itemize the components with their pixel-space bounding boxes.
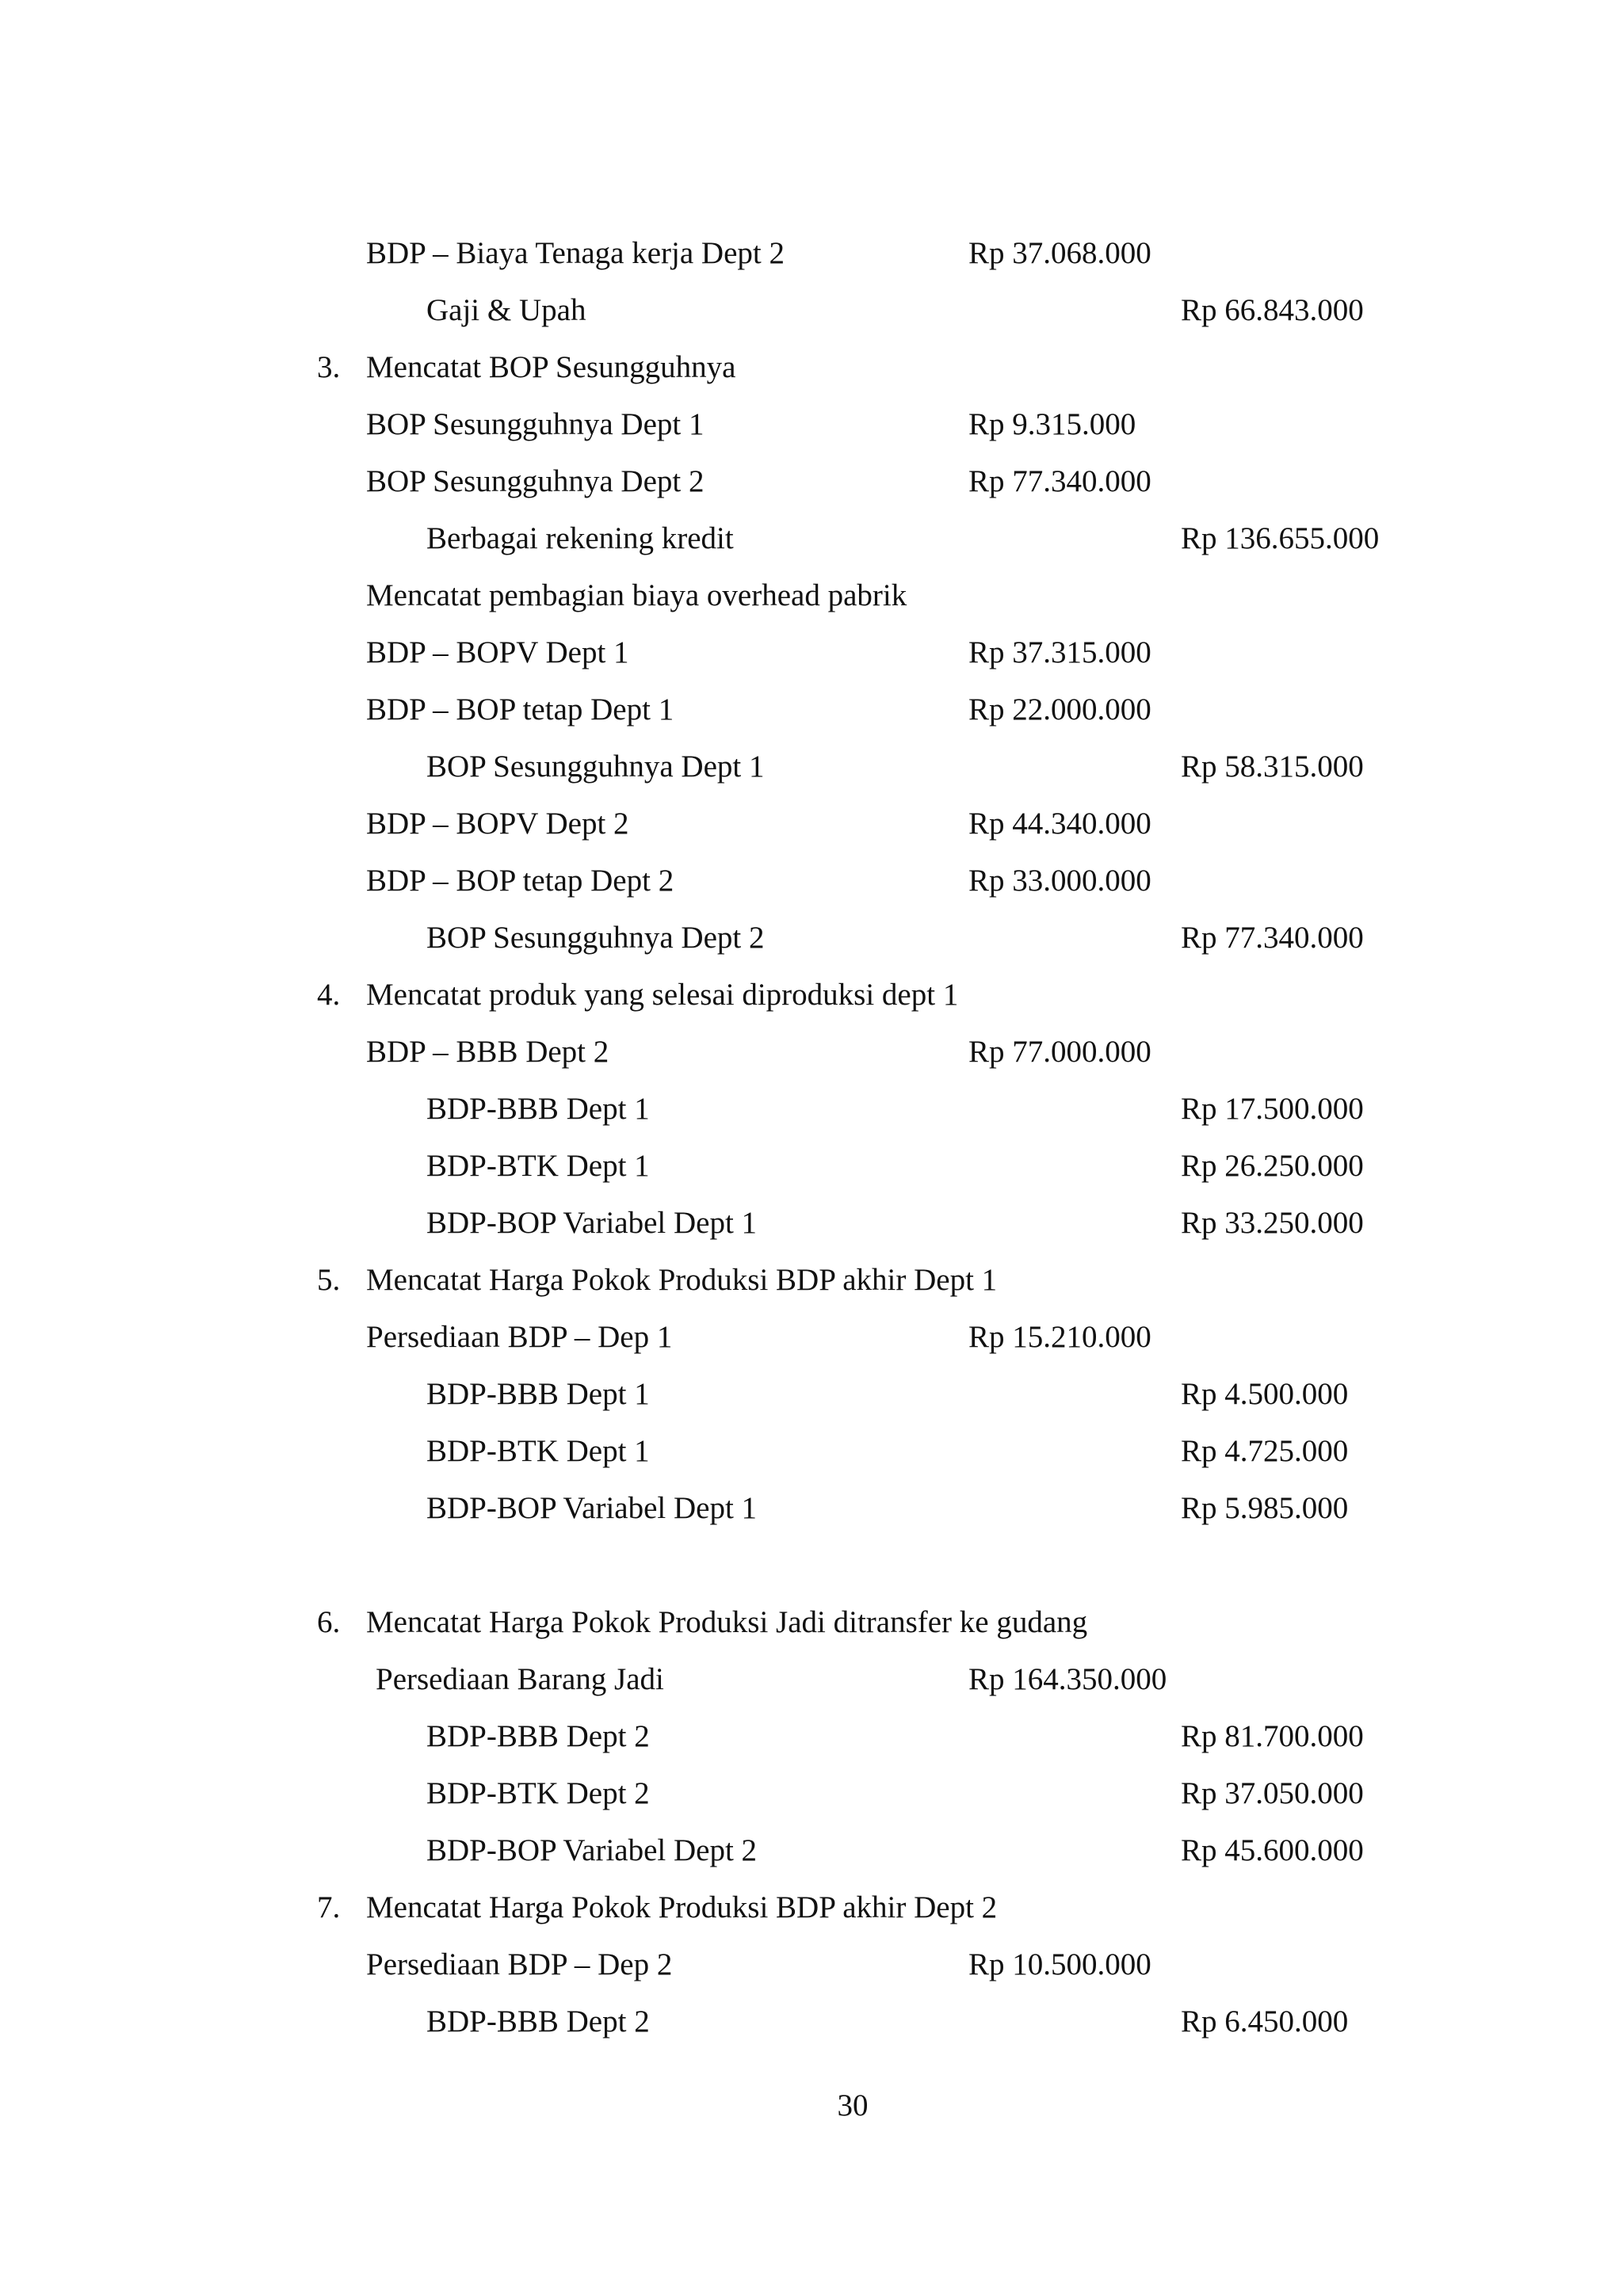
account-name: BDP – BOP tetap Dept 1 [366,692,674,727]
credit-amount: Rp 136.655.000 [1181,521,1380,555]
journal-row [0,1195,1623,1252]
account-name: BDP-BTK Dept 1 [426,1149,650,1183]
journal-row [0,1936,1623,1993]
account-name: BDP-BTK Dept 2 [426,1776,650,1810]
debit-amount: Rp 15.210.000 [968,1320,1151,1354]
credit-amount: Rp 17.500.000 [1181,1092,1364,1126]
account-name: Persediaan BDP – Dep 1 [366,1320,673,1354]
journal-row [0,1708,1623,1765]
entry-description: Mencatat Harga Pokok Produksi BDP akhir Dept 1 [366,1263,998,1297]
credit-amount: Rp 45.600.000 [1181,1833,1364,1867]
item-number: 3. [317,350,341,384]
credit-amount: Rp 6.450.000 [1181,2004,1349,2039]
account-name: Persediaan Barang Jadi [376,1662,664,1696]
account-name: Persediaan BDP – Dep 2 [366,1947,673,1981]
account-name: BDP-BBB Dept 2 [426,2004,650,2039]
journal-row [0,1081,1623,1138]
journal-row [0,795,1623,852]
credit-amount: Rp 58.315.000 [1181,749,1364,784]
account-name: BOP Sesungguhnya Dept 2 [426,921,765,955]
account-name: BDP-BTK Dept 1 [426,1434,650,1468]
account-name: BDP – BOPV Dept 1 [366,635,629,669]
journal-heading-row [0,567,1623,624]
debit-amount: Rp 22.000.000 [968,692,1151,727]
journal-row [0,1366,1623,1423]
journal-heading-row [0,1879,1623,1936]
account-name: BDP-BOP Variabel Dept 1 [426,1491,758,1525]
account-name: BDP-BOP Variabel Dept 2 [426,1833,758,1867]
journal-heading-row [0,1594,1623,1651]
account-name: BOP Sesungguhnya Dept 1 [426,749,765,784]
journal-row [0,1480,1623,1537]
journal-row [0,510,1623,567]
entry-description: Mencatat Harga Pokok Produksi Jadi ditransfer ke gudang [366,1605,1088,1639]
entry-description: Mencatat produk yang selesai diproduksi dept 1 [366,978,959,1012]
account-name: Berbagai rekening kredit [426,521,734,555]
journal-heading-row [0,1252,1623,1309]
journal-row [0,1651,1623,1708]
item-number: 4. [317,978,341,1012]
debit-amount: Rp 164.350.000 [968,1662,1167,1696]
page-number: 30 [837,2088,869,2122]
journal-row [0,1309,1623,1366]
entry-description: Mencatat BOP Sesungguhnya [366,350,736,384]
credit-amount: Rp 77.340.000 [1181,921,1364,955]
journal-row [0,738,1623,795]
debit-amount: Rp 33.000.000 [968,864,1151,898]
journal-row [0,1993,1623,2050]
journal-row [0,396,1623,453]
credit-amount: Rp 4.725.000 [1181,1434,1349,1468]
journal-row [0,624,1623,681]
debit-amount: Rp 9.315.000 [968,407,1136,441]
account-name: BDP-BOP Variabel Dept 1 [426,1206,758,1240]
journal-row [0,1765,1623,1822]
account-name: BDP – BOPV Dept 2 [366,807,629,841]
account-name: BDP – BBB Dept 2 [366,1035,609,1069]
debit-amount: Rp 44.340.000 [968,807,1151,841]
credit-amount: Rp 66.843.000 [1181,293,1364,327]
credit-amount: Rp 4.500.000 [1181,1377,1349,1411]
account-name: Gaji & Upah [426,293,586,327]
account-name: BDP-BBB Dept 1 [426,1377,650,1411]
journal-row [0,852,1623,910]
account-name: BDP – BOP tetap Dept 2 [366,864,674,898]
credit-amount: Rp 33.250.000 [1181,1206,1364,1240]
item-number: 5. [317,1263,341,1297]
account-name: BOP Sesungguhnya Dept 1 [366,407,705,441]
journal-row [0,453,1623,510]
journal-row [0,1024,1623,1081]
journal-row [0,1423,1623,1480]
journal-row [0,681,1623,738]
debit-amount: Rp 77.340.000 [968,464,1151,498]
journal-row [0,910,1623,967]
entry-description: Mencatat Harga Pokok Produksi BDP akhir Dept 2 [366,1890,998,1924]
account-name: BDP-BBB Dept 1 [426,1092,650,1126]
journal-row [0,1822,1623,1879]
account-name: BOP Sesungguhnya Dept 2 [366,464,705,498]
credit-amount: Rp 81.700.000 [1181,1719,1364,1753]
journal-heading-row [0,967,1623,1024]
debit-amount: Rp 37.315.000 [968,635,1151,669]
debit-amount: Rp 10.500.000 [968,1947,1151,1981]
entry-description: Mencatat pembagian biaya overhead pabrik [366,578,907,612]
debit-amount: Rp 77.000.000 [968,1035,1151,1069]
account-name: BDP – Biaya Tenaga kerja Dept 2 [366,236,785,270]
credit-amount: Rp 37.050.000 [1181,1776,1364,1810]
item-number: 6. [317,1605,341,1639]
credit-amount: Rp 5.985.000 [1181,1491,1349,1525]
journal-row [0,1138,1623,1195]
journal-row [0,282,1623,339]
item-number: 7. [317,1890,341,1924]
account-name: BDP-BBB Dept 2 [426,1719,650,1753]
journal-row [0,225,1623,282]
debit-amount: Rp 37.068.000 [968,236,1151,270]
credit-amount: Rp 26.250.000 [1181,1149,1364,1183]
journal-heading-row [0,339,1623,396]
